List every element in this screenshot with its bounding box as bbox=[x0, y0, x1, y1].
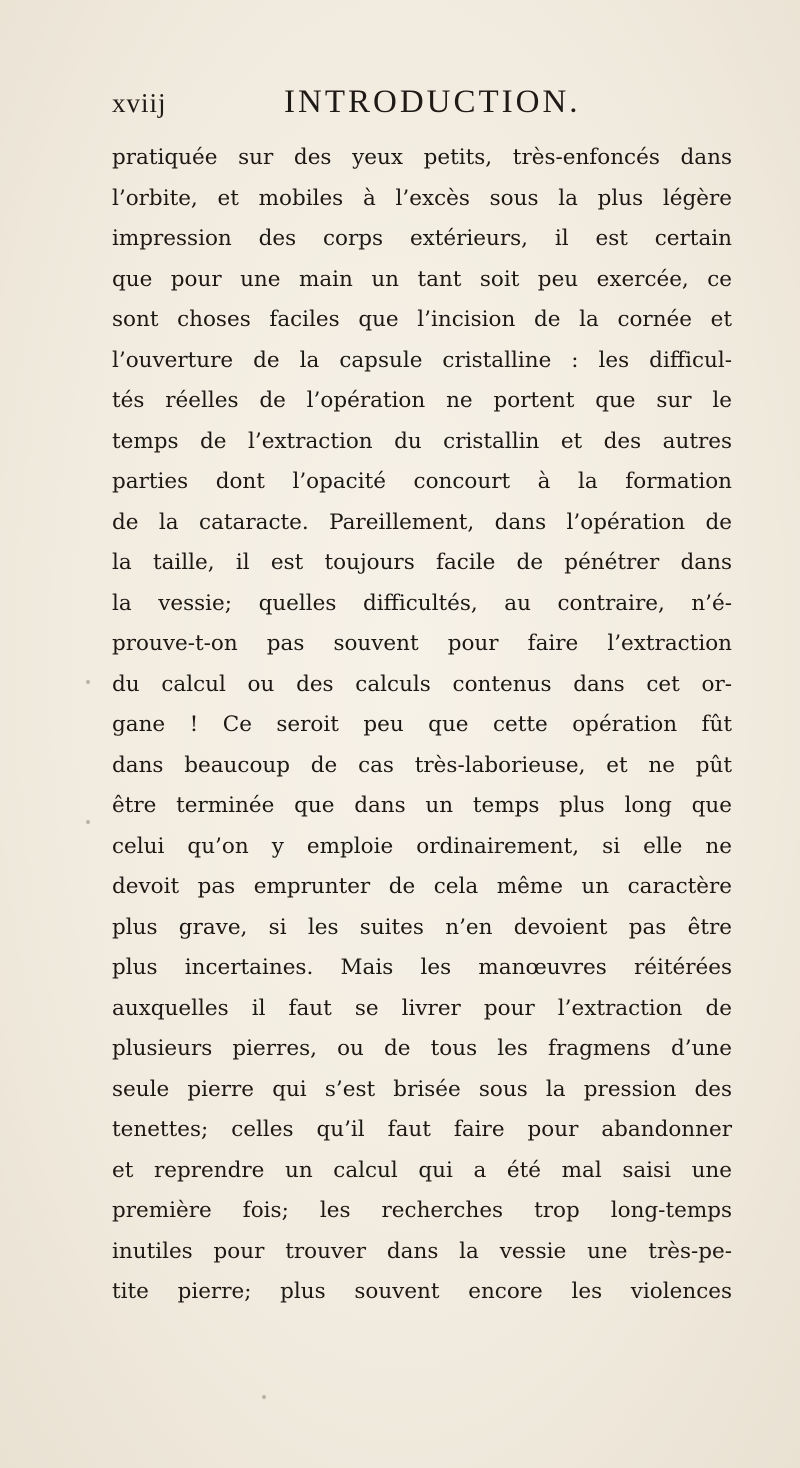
text-line: temps de l’extraction du cristallin et des autres bbox=[112, 428, 732, 454]
text-line: du calcul ou des calculs contenus dans cet or- bbox=[112, 671, 732, 697]
text-line: impression des corps extérieurs, il est certain bbox=[112, 226, 732, 251]
text-line: être terminée que dans un temps plus long que bbox=[112, 793, 732, 818]
text-line: seule pierre qui s’est brisée sous la pression des bbox=[112, 1076, 732, 1102]
text-line: celui qu’on y emploie ordinairement, si elle ne bbox=[112, 833, 732, 859]
text-line: tite pierre; plus souvent encore les violences bbox=[112, 1279, 732, 1304]
text-line: devoit pas emprunter de cela même un caractère bbox=[112, 874, 732, 899]
text-line: dans beaucoup de cas très-laborieuse, et ne pût bbox=[112, 752, 732, 778]
text-line: pratiquée sur des yeux petits, très-enfoncés dans bbox=[112, 145, 732, 170]
text-line: tés réelles de l’opération ne portent que sur le bbox=[112, 388, 732, 413]
text-line: gane ! Ce seroit peu que cette opération fût bbox=[112, 712, 732, 737]
text-line: première fois; les recherches trop long-temps bbox=[112, 1198, 732, 1223]
text-line: la vessie; quelles difficultés, au contraire, n’é- bbox=[112, 590, 732, 616]
text-line: tenettes; celles qu’il faut faire pour abandonner bbox=[112, 1117, 732, 1142]
paper-speck bbox=[86, 820, 90, 824]
text-line: prouve-t-on pas souvent pour faire l’extraction bbox=[112, 631, 732, 656]
text-line: l’orbite, et mobiles à l’excès sous la plus légère bbox=[112, 185, 732, 211]
paper-speck bbox=[86, 680, 90, 684]
paper-speck bbox=[262, 1395, 266, 1399]
page-number: xviij bbox=[112, 88, 167, 118]
text-line: de la cataracte. Pareillement, dans l’opération de bbox=[112, 509, 732, 535]
text-line: sont choses faciles que l’incision de la cornée et bbox=[112, 307, 732, 332]
text-line: l’ouverture de la capsule cristalline : les difficul- bbox=[112, 347, 732, 373]
body-text bbox=[112, 138, 732, 1313]
text-line: plusieurs pierres, ou de tous les fragmens d’une bbox=[112, 1036, 732, 1061]
text-line: plus grave, si les suites n’en devoient pas être bbox=[112, 914, 732, 940]
text-line: plus incertaines. Mais les manœuvres réitérées bbox=[112, 955, 732, 980]
running-title: INTRODUCTION. bbox=[284, 84, 581, 120]
text-line: et reprendre un calcul qui a été mal saisi une bbox=[112, 1157, 732, 1183]
text-line: parties dont l’opacité concourt à la formation bbox=[112, 469, 732, 494]
text-line: inutiles pour trouver dans la vessie une très-pe- bbox=[112, 1238, 732, 1264]
page-header bbox=[112, 84, 732, 128]
text-line: la taille, il est toujours facile de pénétrer dans bbox=[112, 550, 732, 575]
text-line: que pour une main un tant soit peu exercée, ce bbox=[112, 266, 732, 292]
text-line: auxquelles il faut se livrer pour l’extraction de bbox=[112, 995, 732, 1021]
